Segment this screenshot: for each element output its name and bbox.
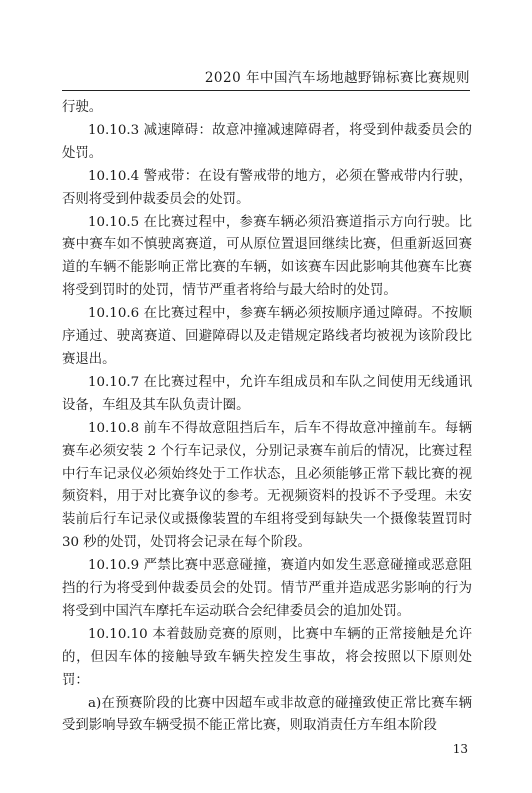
paragraph-10-10-3: 10.10.3 减速障碍：故意冲撞减速障碍者，将受到仲裁委员会的处罚。 xyxy=(62,122,472,161)
paragraph-10-10-9: 10.10.9 严禁比赛中恶意碰撞，赛道内如发生恶意碰撞或恶意阻挡的行为将受到仲裁委员会的处罚。情节严重并造成恶劣影响的行为将受到中国汽车摩托车运动联合会纪律委员会的追加处罚。 xyxy=(62,558,472,619)
running-header: 2020 年中国汽车场地越野锦标赛比赛规则 xyxy=(62,66,470,91)
body-text xyxy=(62,97,472,738)
paragraph-10-10-10: 10.10.10 本着鼓励竞赛的原则，比赛中车辆的正常接触是允许的，但因车体的接触导致车辆失控发生事故，将会按照以下原则处罚： xyxy=(62,626,472,688)
paragraph-0: 行驶。 xyxy=(62,100,103,115)
paragraph-10-10-6: 10.10.6 在比赛过程中，参赛车辆必须按顺序通过障碍。不按顺序通过、驶离赛道、回避障碍以及走错规定路线者均被视为该阶段比赛退出。 xyxy=(62,306,472,367)
paragraph-10-10-4: 10.10.4 警戒带：在设有警戒带的地方，必须在警戒带内行驶，否则将受到仲裁委员会的处罚。 xyxy=(62,168,472,207)
paragraph-10-10-5: 10.10.5 在比赛过程中，参赛车辆必须沿赛道指示方向行驶。比赛中赛车如不慎驶离赛道，可从原位置退回继续比赛，但重新返回赛道的车辆不能影响正常比赛的车辆，如该赛车因此影响其他赛车比赛将受到罚时的处罚，情节严重者将给与最大给时的处罚。 xyxy=(62,214,472,299)
paragraph-10-10-8: 10.10.8 前车不得故意阻挡后车，后车不得故意冲撞前车。每辆赛车必须安装 2 个行车记录仪，分别记录赛车前后的情况，比赛过程中行车记录仪必须始终处于工作状态，且必须能够正常下载比赛的视频资料，用于对比赛争议的参考。无视频资料的投诉不予受理。未安装前后行车记录仪或摄像装置的车组将受到每缺失一个摄像装置罚时 30 秒的处罚，处罚将会记录在每个阶段。 xyxy=(62,420,472,551)
page-number: 13 xyxy=(452,742,468,756)
paragraph-item-a: a)在预赛阶段的比赛中因超车或非故意的碰撞致使正常比赛车辆受到影响导致车辆受损不能正常比赛，则取消责任方车组本阶段 xyxy=(62,695,472,734)
paragraph-10-10-7: 10.10.7 在比赛过程中，允许车组成员和车队之间使用无线通讯设备，车组及其车队负责计圈。 xyxy=(62,374,472,413)
